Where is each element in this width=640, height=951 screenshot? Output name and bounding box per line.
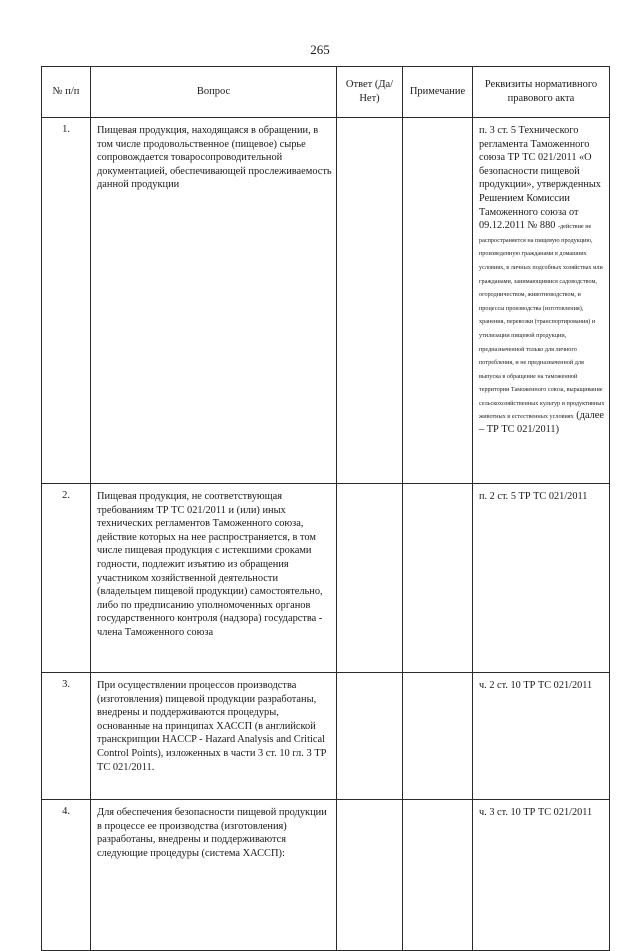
note-cell[interactable] <box>403 800 473 951</box>
row-number: 4. <box>42 800 91 951</box>
table-header-row <box>42 67 610 118</box>
requisites-cell <box>473 118 610 484</box>
question-cell <box>91 800 337 951</box>
requisites-text: ч. 3 ст. 10 ТР ТС 021/2011 <box>479 807 593 818</box>
row-number: 2. <box>42 484 91 673</box>
note-cell[interactable] <box>403 484 473 673</box>
requisites-text: п. 2 ст. 5 ТР ТС 021/2011 <box>479 491 588 502</box>
question-cell <box>91 118 337 484</box>
question-text: Для обеспечения безопасности пищевой продукции в процессе ее производства (изготовления) разработаны, внедрены и поддерживаются следующие процедуры (система ХАССП): <box>97 807 327 859</box>
requisites-text: п. 3 ст. 5 Технического регламента Таможенного союза ТР ТС 021/2011 «О безопасности пищевой продукции», утвержденных Решением Комиссии Таможенного союза от 09.12.2011 № 880 <box>479 125 601 232</box>
note-cell[interactable] <box>403 673 473 800</box>
header-num: № п/п <box>42 67 91 118</box>
answer-cell[interactable] <box>337 673 403 800</box>
requisites-cell <box>473 800 610 951</box>
row-number: 3. <box>42 673 91 800</box>
table-row <box>42 800 610 951</box>
question-cell <box>91 484 337 673</box>
table-row <box>42 484 610 673</box>
question-text: Пищевая продукция, не соответствующая требованиям ТР ТС 021/2011 и (или) иных технических регламентов Таможенного союза, действие которых на нее распространяется, в том числе пищевая продукция с истекшими сроками годности, подлежит изъятию из обращения участником хозяйственной деятельности (владельцем пищевой продукции) самостоятельно, либо по предписанию уполномоченных органов государственного контроля (надзора) государства - члена Таможенного союза <box>97 491 323 638</box>
checklist-table <box>41 66 610 951</box>
answer-cell[interactable] <box>337 118 403 484</box>
table-row <box>42 118 610 484</box>
header-question: Вопрос <box>91 67 337 118</box>
question-text: При осуществлении процессов производства (изготовления) пищевой продукции разработаны, внедрены и поддерживаются процедуры, основанные на принципах ХАССП (в английской транскрипции HACCP - Hazard Analysis and Critical Control Points), изложенных в части 3 ст. 10 гл. 3 ТР ТС 021/2011. <box>97 680 327 773</box>
header-note: Примечание <box>403 67 473 118</box>
table-row <box>42 673 610 800</box>
row-number: 1. <box>42 118 91 484</box>
header-requisites: Реквизиты нормативного правового акта <box>473 67 610 118</box>
question-text: Пищевая продукция, находящаяся в обращении, в том числе продовольственное (пищевое) сырье сопровождается товаросопроводительной документацией, обеспечивающей прослеживаемость данной продукции <box>97 125 332 191</box>
requisites-cell <box>473 484 610 673</box>
question-cell <box>91 673 337 800</box>
answer-cell[interactable] <box>337 800 403 951</box>
page-number: 265 <box>310 42 330 57</box>
header-answer: Ответ (Да/Нет) <box>337 67 403 118</box>
requisites-text: ч. 2 ст. 10 ТР ТС 021/2011 <box>479 680 593 691</box>
answer-cell[interactable] <box>337 484 403 673</box>
requisites-cell <box>473 673 610 800</box>
note-cell[interactable] <box>403 118 473 484</box>
requisites-note: -действие не распространяется на пищевую продукцию, произведенную гражданами в домашних условиях, в личных подсобных хозяйствах или гражданами, занимающимися садоводством, огородничеством, животноводством, и процессы производства (изготовления), хранения, перевозки (транспортирования) и утилизации пищевой продукции, предназначенной только для личного потребления, и не предназначенной для выпуска в обращение на таможенной территории Таможенного союза, выращивание сельскохозяйственных культур и продуктивных животных в естественных условиях <box>479 223 605 421</box>
requisites-abbrev: (далее – ТР ТС 021/2011) <box>479 410 604 436</box>
